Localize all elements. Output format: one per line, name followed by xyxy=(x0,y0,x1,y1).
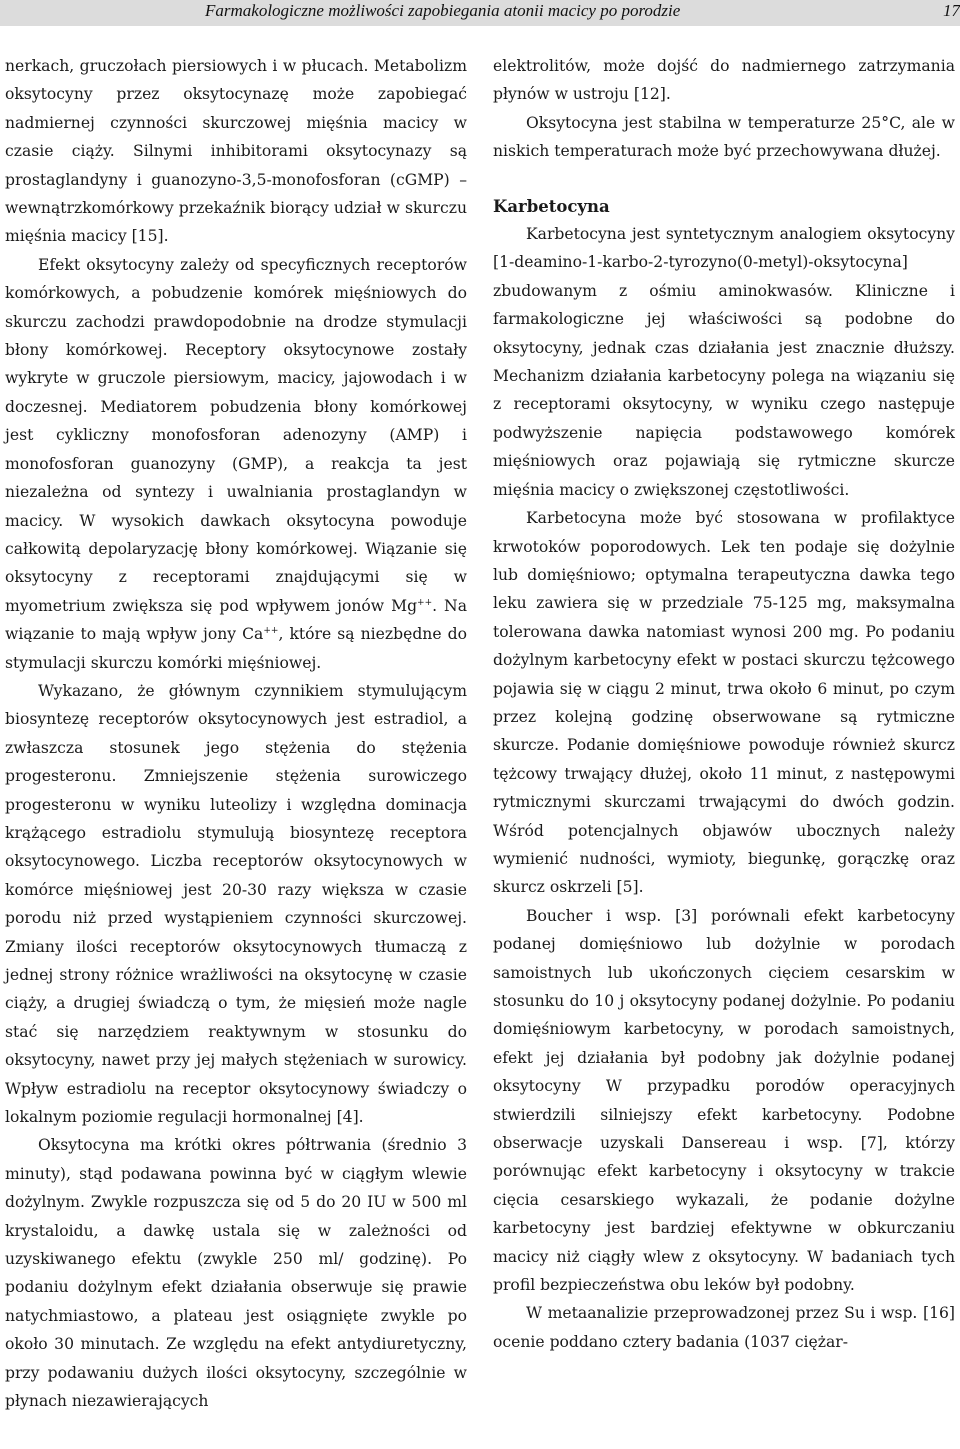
running-header-title: Farmakologiczne możliwości zapobiegania atonii macicy po porodzie xyxy=(205,1,681,20)
section-heading: Karbetocyna xyxy=(493,196,610,216)
paragraph: Karbetocyna jest syntetycznym analogiem oksytocyny [1-deamino-1-karbo-2-tyrozyno(0-metyl)-oksytocyna] zbudowanym z ośmiu aminokwasów. Kliniczne i farmakologiczne jej właściwości są podobne do oksytocyny, jednak czas działania jest znacznie dłuższy. Mechanizm działania karbetocyny polega na wiązaniu się z receptorami oksytocyny, w wyniku czego następuje podwyższenie napięcia podstawowego komórek mięśniowych oraz pojawiają się rytmiczne skurcze mięśnia macicy o zwiększonej częstotliwości. xyxy=(493,225,955,499)
right-column xyxy=(493,52,955,1356)
paragraph: Boucher i wsp. [3] porównali efekt karbetocyny podanej domięśniowo lub dożylnie w porodach samoistnych lub ukończonych cięciem cesarskim w stosunku do 10 j oksytocyny podanej dożylnie. Po podaniu domięśniowym karbetocyny, w porodach samoistnych, efekt jej działania był podobny jak dożylnie podanej oksytocyny W przypadku porodów operacyjnych stwierdzili silniejszy efekt karbetocyny. Podobne obserwacje uzyskali Dansereau i wsp. [7], którzy porównując efekt karbetocyny i oksytocyny w trakcie cięcia cesarskiego wykazali, że podanie dożylne karbetocyny jest bardziej efektywne w obkurczaniu macicy niż ciągły wlew z oksytocyny. W badaniach tych profil bezpieczeństwa obu leków był podobny. xyxy=(493,906,955,1295)
page-number: 17 xyxy=(943,1,960,20)
paragraph-receptors xyxy=(5,251,467,677)
paragraph: Wykazano, że głównym czynnikiem stymulującym biosyntezę receptorów oksytocynowych jest estradiol, a zwłaszcza stosunek jego stężenia do stężenia progesteronu. Zmniejszenie stężenia surowiczego progesteronu w wyniku luteolizy i względna dominacja krążącego estradiolu stymulują biosyntezę receptora oksytocynowego. Liczba receptorów oksytocynowych w komórce mięśniowej jest 20-30 razy większa w czasie porodu niż przed wystąpieniem czynności skurczowej. Zmiany ilości receptorów oksytocynowych tłumaczą z jednej strony różnice wrażliwości na oksytocynę w czasie ciąży, a drugiej świadczą o tym, że mięsień może nagle stać się narzędziem reaktywnym w stosunku do oksytocyny, nawet przy jej małych stężeniach w surowicy. Wpływ estradiolu na receptor oksytocynowy świadczy o lokalnym poziomie regulacji hormonalnej [4]. xyxy=(5,681,467,1127)
paragraph: Oksytocyna ma krótki okres półtrwania (średnio 3 minuty), stąd podawana powinna być w ciągłym wlewie dożylnym. Zwykle rozpuszcza się od 5 do 20 IU w 500 ml krystaloidu, a dawkę ustala się w zależności od uzyskiwanego efektu (zwykle 250 ml/ godzinę). Po podaniu dożylnym efekt działania obserwuje się prawie natychmiastowo, a plateau jest osiągnięte zwykle po około 30 minutach. Ze względu na efekt antydiuretyczny, przy podawaniu dużych ilości oksytocyny, szczególnie w płynach niezawierających xyxy=(5,1136,467,1411)
paragraph: Karbetocyna może być stosowana w profilaktyce krwotoków poporodowych. Lek ten podaje się dożylnie lub domięśniowo; optymalna terapeutyczna dawka tego leku zawiera się w przedziale 75-125 mg, maksymalna tolerowana dawka natomiast wynosi 200 mg. Po podaniu dożylnym karbetocyny efekt w postaci skurczu tężcowego pojawia się w ciągu 2 minut, trwa około 6 minut, po czym przez kolejną godzinę obserwowane są rytmiczne skurcze. Podanie domięśniowe powoduje również skurcz tężcowy trwający dłużej, około 11 minut, z następowymi rytmicznymi skurczami trwającymi do dwóch godzin. Wśród potencjalnych objawów ubocznych należy wymienić nudności, wymioty, biegunkę, gorączkę oraz skurcz oskrzeli [5]. xyxy=(493,509,955,897)
paragraph: Oksytocyna jest stabilna w temperaturze 25°C, ale w niskich temperaturach może być przechowywana dłużej. xyxy=(493,113,955,161)
paragraph-text: . Na wiązanie to mają wpływ jony Ca xyxy=(5,596,467,644)
superscript-charge: ++ xyxy=(417,597,433,608)
paragraph: W metaanalizie przeprowadzonej przez Su i wsp. [16] ocenie poddano cztery badania (1037 ciężar- xyxy=(493,1304,955,1351)
paragraph: elektrolitów, może dojść do nadmiernego zatrzymania płynów w ustroju [12]. xyxy=(493,57,955,104)
paragraph-text: Efekt oksytocyny zależy od specyficznych receptorów komórkowych, a pobudzenie komórek mięśniowych do skurczu zachodzi prawdopodobnie na drodze stymulacji błony komórkowej. Receptory oksytocynowe zostały wykryte w gruczole piersiowym, macicy, jajowodach i w doczesnej. Mediatorem pobudzenia błony komórkowej jest cykliczny monofosforan adenozyny (AMP) i monofosforan guanozyny (GMP), a reakcja ta jest niezależna od syntezy i uwalniania prostaglandyn w macicy. W wysokich dawkach oksytocyna powoduje całkowitą depolaryzację błony komórkowej. Wiązanie się oksytocyny z receptorami znajdującymi się w myometrium zwiększa się pod wpływem jonów Mg xyxy=(5,255,467,615)
left-column xyxy=(5,52,467,1416)
running-header xyxy=(0,0,960,26)
superscript-charge: ++ xyxy=(263,626,279,637)
paragraph-text: , które są niezbędne do stymulacji skurczu komórki mięśniowej. xyxy=(5,625,467,672)
paragraph: nerkach, gruczołach piersiowych i w płucach. Metabolizm oksytocyny przez oksytocynazę może zapobiegać nadmiernej czynności skurczowej mięśnia macicy w czasie ciąży. Silnymi inhibitorami oksytocynazy są prostaglandyny i guanozyno-3,5-monofosforan (cGMP) – wewnątrzkomórkowy przekaźnik biorący udział w skurczu mięśnia macicy [15]. xyxy=(5,57,467,246)
